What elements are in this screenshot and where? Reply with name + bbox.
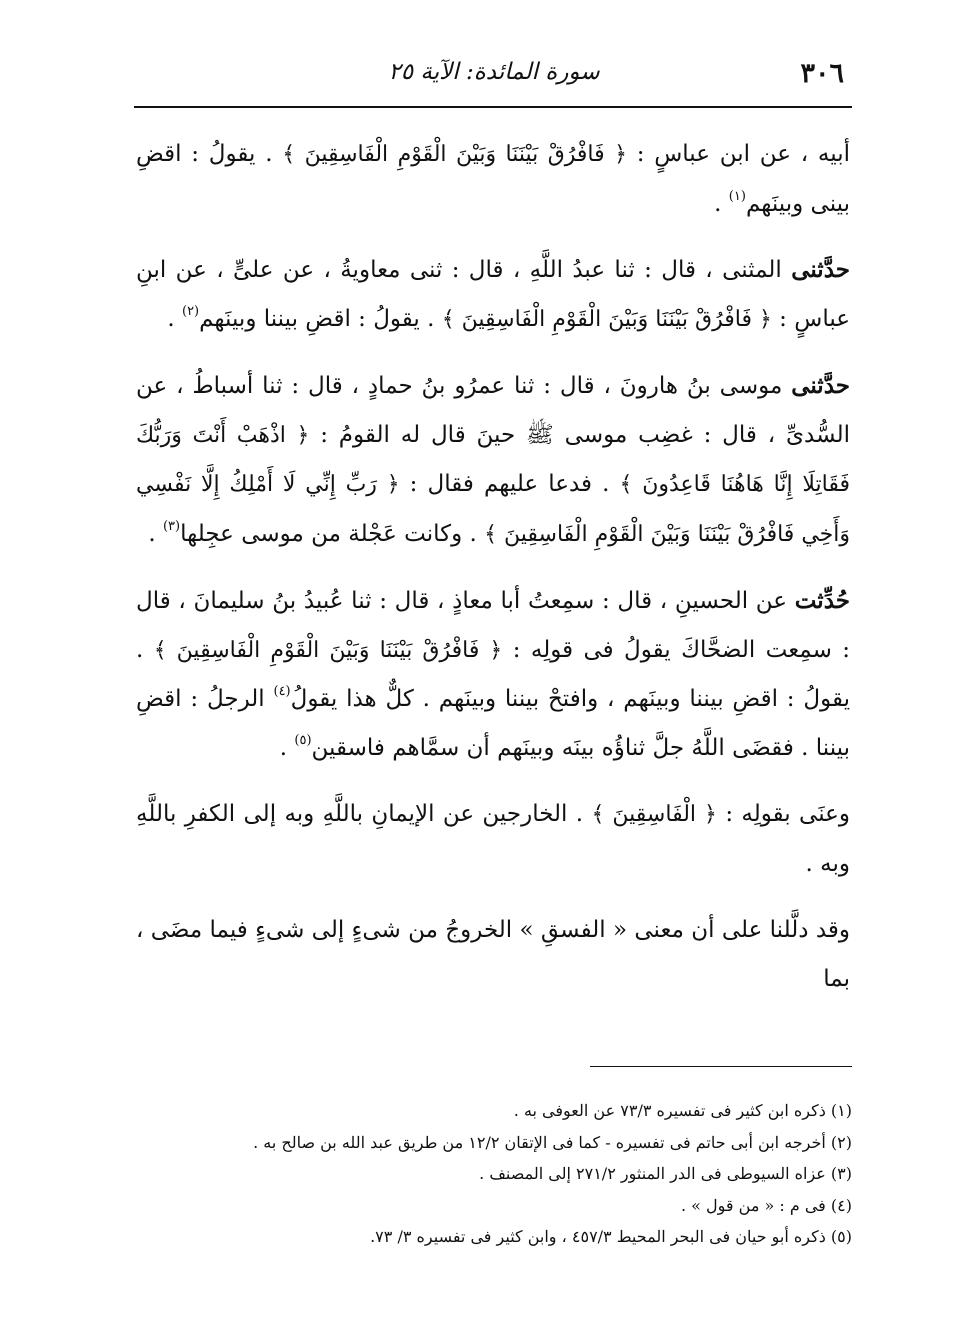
footnote-rule <box>590 1066 852 1067</box>
quran-verse: ﴿ اذْهَبْ أَنْتَ وَرَبُّكَ فَقَاتِلَا إِنَّا هَاهُنَا قَاعِدُونَ ﴾ <box>136 422 850 497</box>
lead-word: حُدِّثت <box>794 587 850 614</box>
text-span: . فدعا عليهم فقال : <box>399 471 620 497</box>
text-span: . الخارجين عن الإيمانِ باللَّهِ وبه إلى الكفرِ باللَّهِ وبه . <box>136 801 850 877</box>
paragraph-2 <box>136 246 850 344</box>
lead-word: حدَّثنى <box>791 256 850 283</box>
text-span: . يقولُ : اقضِ بينى وبينَهم <box>136 141 850 217</box>
footnote-1: (١) ذكره ابن كثير فى تفسيره ٧٣/٣ عن العوفى به . <box>513 1101 852 1120</box>
lead-word: حدَّثنى <box>791 372 850 399</box>
paragraph-4 <box>136 577 850 772</box>
text-span: . <box>148 520 163 547</box>
text-span: وعنَى بقولِه : <box>716 801 850 827</box>
paragraph-5 <box>136 790 850 888</box>
paragraph-1 <box>136 130 850 228</box>
running-title: سورة المائدة: الآية ٢٥ <box>388 59 600 85</box>
footnote-4: (٤) فى م : « من قول » . <box>680 1195 852 1215</box>
text-span: أبيه ، عن ابن عباسٍ : <box>626 141 850 167</box>
footnote-marker: (٢) <box>181 303 200 319</box>
text-span: . <box>167 305 182 332</box>
text-span: وقد دلَّلنا على أن معنى « الفسقِ » الخروجُ من شىءٍ إلى شىءٍ فيما مضَى ، بما <box>136 917 850 992</box>
footnote-marker: (٤) <box>273 684 291 699</box>
footnote-marker: (٥) <box>294 732 312 748</box>
paragraph-3 <box>136 362 850 559</box>
text-span: . وكانت عَجْلة من موسى عجِلها <box>180 520 485 547</box>
main-text <box>136 130 850 1003</box>
footnote-3: (٣) عزاه السيوطى فى الدر المنثور ٢٧١/٢ إلى المصنف . <box>479 1164 852 1183</box>
page-number: ٣٠٦ <box>800 58 844 89</box>
text-span: . <box>279 734 295 761</box>
footnote-5: (٥) ذكره أبو حيان فى البحر المحيط ٤٥٧/٣ ، وابن كثير فى تفسيره ٣/ ٧٣. <box>370 1227 852 1246</box>
paragraph-6 <box>136 906 850 1003</box>
text-span: المثنى ، قال : ثنا عبدُ اللَّهِ ، قال : ثنى معاويةُ ، عن علىٍّ ، عن ابنِ عباسٍ : <box>136 257 850 332</box>
text-span: . يقولُ : اقضِ بيننا وبينَهم <box>199 305 442 332</box>
page-header <box>138 50 850 94</box>
quran-verse: ﴿ رَبِّ إِنِّي لَا أَمْلِكُ إِلَّا نَفْسِي وَأَخِي فَافْرُقْ بَيْنَنَا وَبَيْنَ الْقَوْمِ الْفَاسِقِينَ ﴾ <box>136 472 850 547</box>
text-span: . <box>714 190 729 217</box>
quran-verse: ﴿ فَافْرُقْ بَيْنَنَا وَبَيْنَ الْقَوْمِ الْفَاسِقِينَ ﴾ <box>153 637 503 663</box>
footnotes <box>136 1095 852 1253</box>
footnote-marker: (٣) <box>162 518 181 534</box>
quran-verse: ﴿ الْفَاسِقِينَ ﴾ <box>591 802 717 827</box>
text-span: الرجلُ : اقضِ بيننا . فقضَى اللَّهُ جلَّ ثناؤُه بينَه وبينَهم أن سمَّاهم فاسقين <box>136 686 850 761</box>
text-span: عن الحسينِ ، قال : سمِعتُ أبا معاذٍ ، قال : ثنا عُبيدُ بنُ سليمانَ ، قال : سمِعت الضحَّاكَ يقولُ فى قولِه : <box>136 588 851 663</box>
text-span: . يقولُ : اقضِ بيننا وبينَهم ، وافتحْ بيننا وبينَهم . كلٌّ هذا يقولُ <box>136 636 850 712</box>
header-rule <box>134 106 852 108</box>
footnote-marker: (١) <box>728 188 746 204</box>
quran-verse: ﴿ فَافْرُقْ بَيْنَنَا وَبَيْنَ الْقَوْمِ الْفَاسِقِينَ ﴾ <box>441 306 772 332</box>
text-span: موسى بنُ هارونَ ، قال : ثنا عمرُو بنُ حمادٍ ، قال : ثنا أسباطُ ، عن السُّدىِّ ، قال : غضِب موسى ﷺ حينَ قال له القومُ : <box>136 373 850 448</box>
footnote-2: (٢) أخرجه ابن أبى حاتم فى تفسيره - كما فى الإتقان ١٢/٢ من طريق عبد الله بن صالح به . <box>253 1132 852 1152</box>
quran-verse: ﴿ فَافْرُقْ بَيْنَنَا وَبَيْنَ الْقَوْمِ الْفَاسِقِينَ ﴾ <box>282 142 627 167</box>
